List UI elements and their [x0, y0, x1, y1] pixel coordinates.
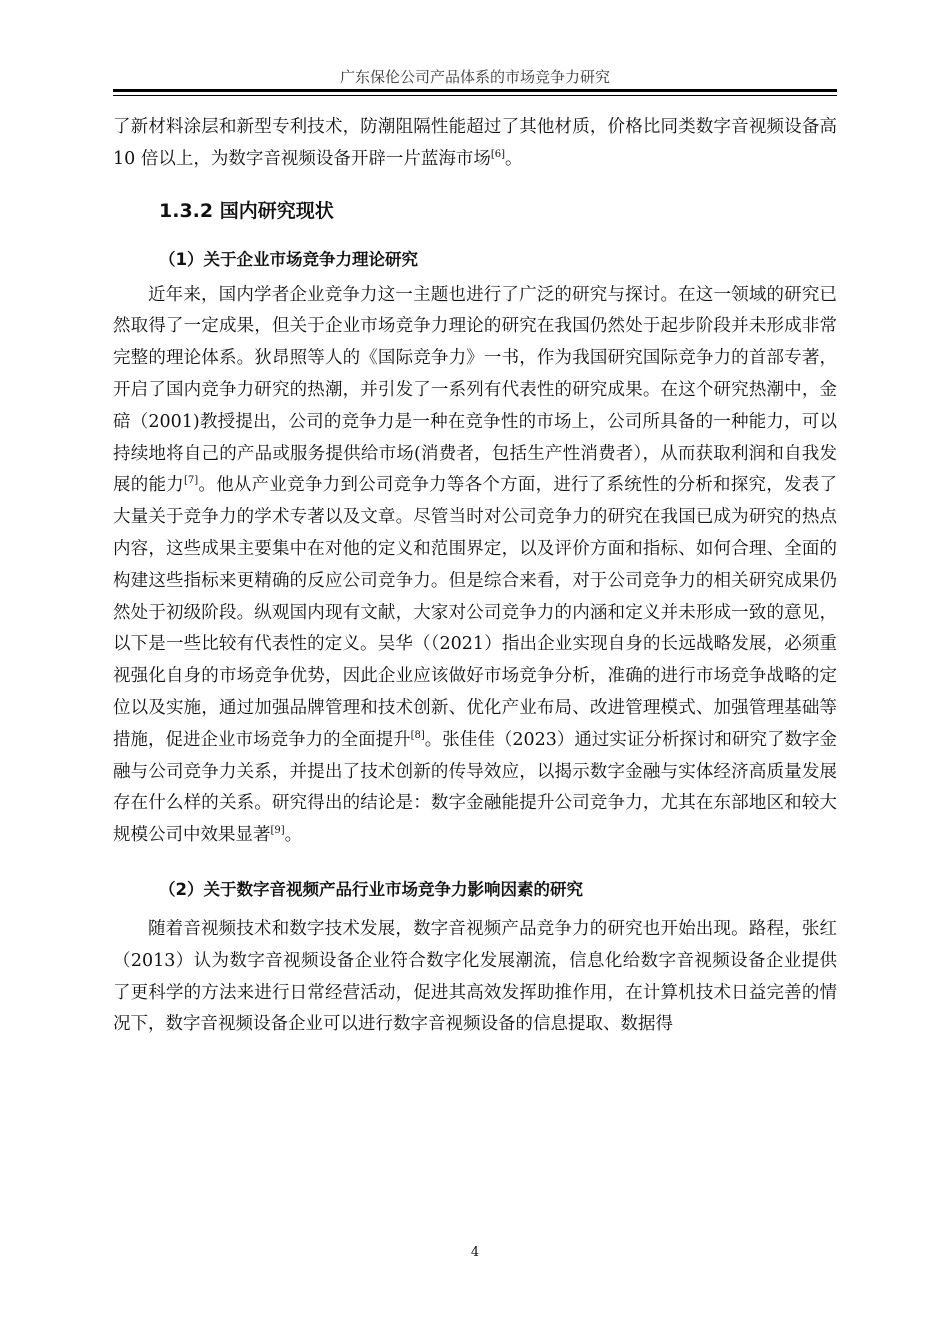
body-paragraph	[113, 280, 837, 852]
paragraph-text: 了新材料涂层和新型专利技术，防潮阻隔性能超过了其他材质，价格比同类数字音视频设备高 10 倍以上，为数字音视频设备开辟一片蓝海市场	[113, 117, 837, 169]
paragraph-text: 随着音视频技术和数字技术发展，数字音视频产品竞争力的研究也开始出现。路程，张红（2013）认为数字音视频设备企业符合数字化发展潮流，信息化给数字音视频设备企业提供了更科学的方法来进行日常经营活动，促进其高效发挥助推作用，在计算机技术日益完善的情况下，数字音视频设备企业可以进行数字音视频设备的信息提取、数据得	[113, 918, 837, 1035]
citation-ref: [9]	[270, 825, 285, 837]
citation-ref: [7]	[183, 475, 199, 487]
paragraph-text: 。	[284, 825, 303, 846]
subsection-heading-2: （2）关于数字音视频产品行业市场竞争力影响因素的研究	[159, 879, 583, 899]
citation-ref: [6]	[490, 148, 506, 160]
page-header-title: 广东保伦公司产品体系的市场竞争力研究	[339, 68, 610, 86]
continued-paragraph	[113, 112, 837, 176]
document-body	[113, 112, 837, 1041]
paragraph-text: 。张佳佳（2023）通过实证分析探讨和研究了数字金融与公司竞争力关系，并提出了技术创新的传导效应，以揭示数字金融与实体经济高质量发展存在什么样的关系。研究得出的结论是：数字金融能提升公司竞争力，尤其在东部地区和较大规模公司中效果显著	[113, 729, 837, 846]
section-heading: 1.3.2 国内研究现状	[159, 199, 334, 222]
body-paragraph	[113, 914, 837, 1041]
subsection-heading-1: （1）关于企业市场竞争力理论研究	[159, 249, 418, 269]
paragraph-text: 近年来，国内学者企业竞争力这一主题也进行了广泛的研究与探讨。在这一领域的研究已然取得了一定成果，但关于企业市场竞争力理论的研究在我国仍然处于起步阶段并未形成非常完整的理论体系。狄昂照等人的《国际竞争力》一书，作为我国研究国际竞争力的首部专著，开启了国内竞争力研究的热潮，并引发了一系列有代表性的研究成果。在这个研究热潮中，金碚（2001)教授提出，公司的竞争力是一种在竞争性的市场上，公司所具备的一种能力，可以持续地将自己的产品或服务提供给市场(消费者，包括生产性消费者），从而获取利润和自我发展的能力	[113, 284, 837, 496]
page-number: 4	[470, 1245, 480, 1260]
header-rule-thin	[113, 95, 837, 96]
citation-ref: [8]	[410, 729, 425, 741]
header-rule-thick	[113, 89, 837, 92]
paragraph-text: 。	[505, 148, 523, 169]
paragraph-text: 。他从产业竞争力到公司竞争力等各个方面，进行了系统性的分析和探究，发表了大量关于竞争力的学术专著以及文章。尽管当时对公司竞争力的研究在我国已成为研究的热点内容，这些成果主要集中在对他的定义和范围界定，以及评价方面和指标、如何合理、全面的构建这些指标来更精确的反应公司竞争力。但是综合来看，对于公司竞争力的相关研究成果仍然处于初级阶段。纵观国内现有文献，大家对公司竞争力的内涵和定义并未形成一致的意见，以下是一些比较有代表性的定义。吴华（（2021）指出企业实现自身的长远战略发展，必须重视强化自身的市场竞争优势，因此企业应该做好市场竞争分析，准确的进行市场竞争战略的定位以及实施，通过加强品牌管理和技术创新、优化产业布局、改进管理模式、加强管理基础等措施，促进企业市场竞争力的全面提升	[113, 475, 837, 750]
